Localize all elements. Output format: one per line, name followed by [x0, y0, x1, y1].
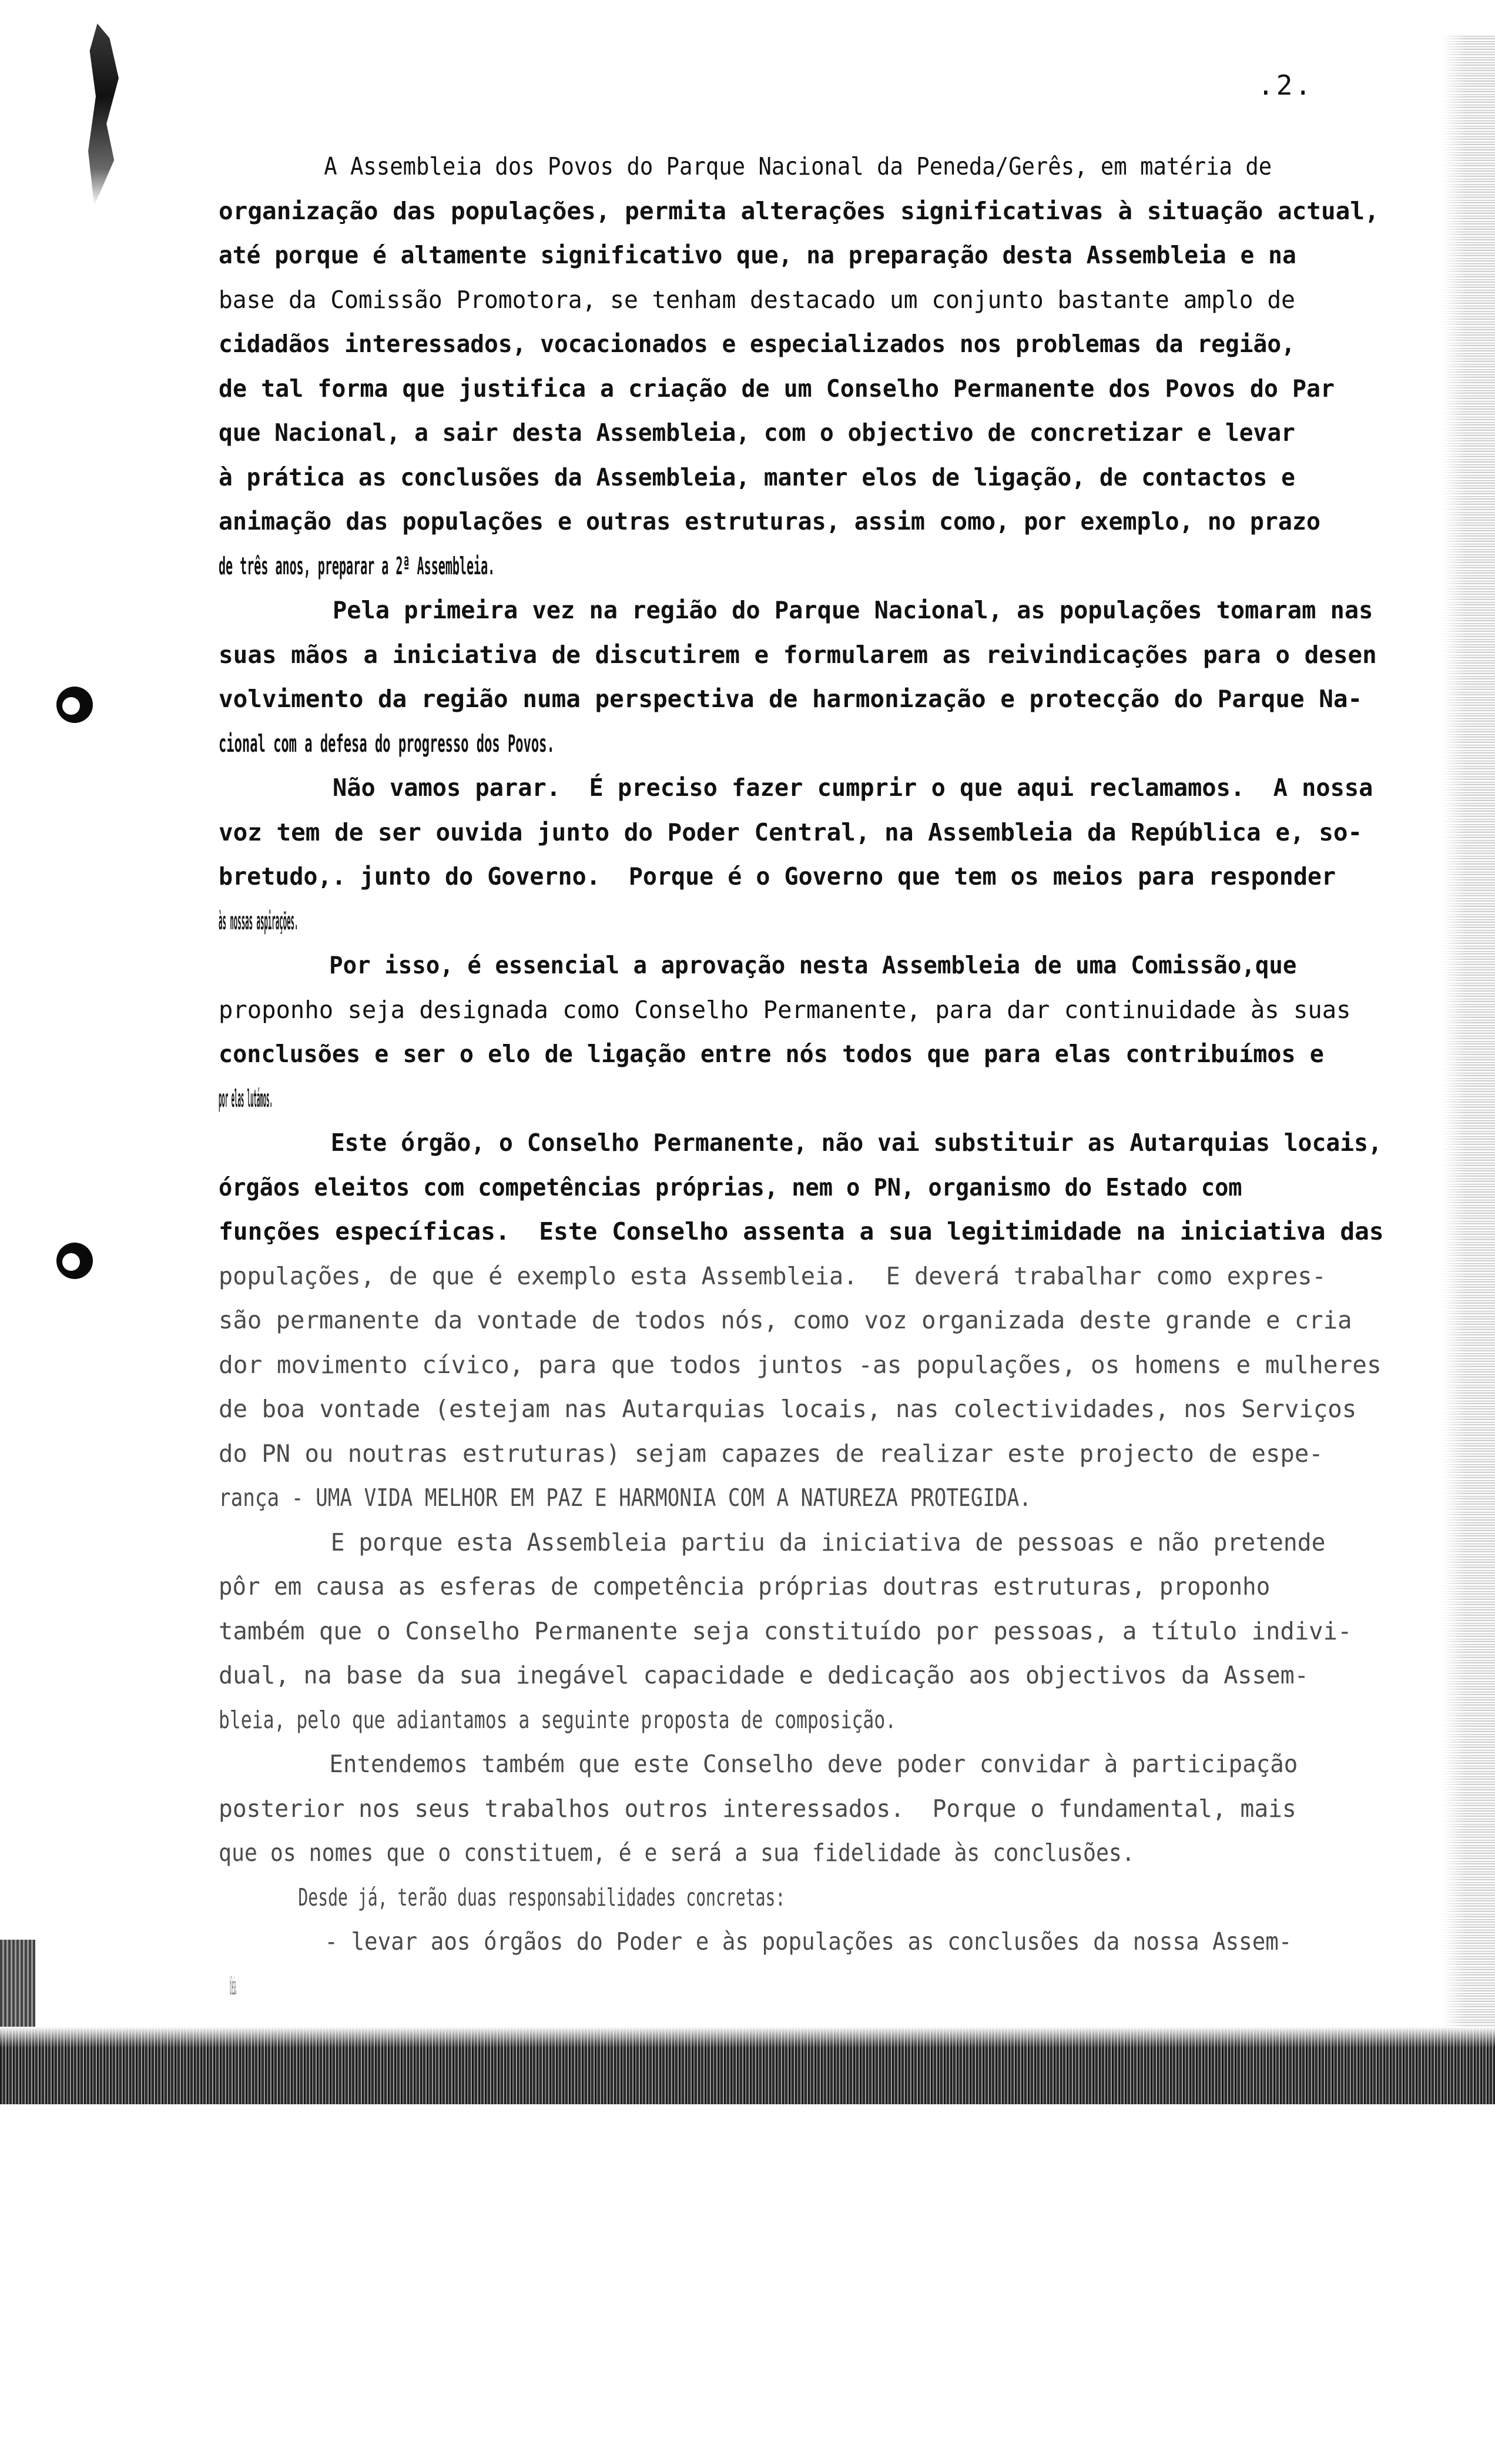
text-line: bleia.: [219, 1971, 237, 2000]
page-number: .2.: [1258, 69, 1314, 101]
punch-hole-icon: [56, 1243, 93, 1279]
text-line: às nossas aspirações.: [219, 906, 299, 935]
text-line: até porque é altamente significativo que, na preparação desta Assembleia e na: [219, 241, 1296, 269]
scan-edge-bottom: [0, 2027, 1495, 2104]
text-line: à prática as conclusões da Assembleia, manter elos de ligação, de contactos e: [219, 463, 1295, 491]
text-line: de boa vontade (estejam nas Autarquias locais, nas colectividades, nos Serviços: [219, 1395, 1357, 1423]
scan-edge-left: [0, 1940, 35, 2034]
text-line: bretudo,. junto do Governo. Porque é o Governo que tem os meios para responder: [219, 862, 1336, 890]
text-line: dual, na base da sua inegável capacidade e dedicação aos objectivos da Assem-: [219, 1661, 1309, 1689]
text-line: do PN ou noutras estruturas) sejam capazes de realizar este projecto de espe-: [219, 1439, 1323, 1468]
text-line: E porque esta Assembleia partiu da iniciativa de pessoas e não pretende: [219, 1528, 1326, 1556]
text-line: Pela primeira vez na região do Parque Nacional, as populações tomaram nas: [219, 596, 1373, 624]
text-line: de três anos, preparar a 2ª Assembleia.: [219, 551, 495, 580]
text-line: cional com a defesa do progresso dos Povos.: [219, 729, 555, 758]
text-line: dor movimento cívico, para que todos juntos -as populações, os homens e mulheres: [219, 1350, 1382, 1379]
text-line: por elas lutámos.: [219, 1084, 273, 1113]
text-line: Por isso, é essencial a aprovação nesta Assembleia de uma Comissão,que: [219, 951, 1297, 979]
text-line: conclusões e ser o elo de ligação entre nós todos que para elas contribuímos e: [219, 1040, 1324, 1068]
text-line: voz tem de ser ouvida junto do Poder Central, na Assembleia da República e, so-: [219, 818, 1363, 846]
text-line: base da Comissão Promotora, se tenham destacado um conjunto bastante amplo de: [219, 285, 1295, 314]
text-line: organização das populações, permita alterações significativas à situação actual,: [219, 196, 1379, 225]
scan-smudge-left: [88, 24, 119, 206]
text-line: Não vamos parar. É preciso fazer cumprir o que aqui reclamamos. A nossa: [219, 774, 1373, 802]
text-line: que Nacional, a sair desta Assembleia, com o objectivo de concretizar e levar: [219, 419, 1295, 447]
text-line: - levar aos órgãos do Poder e às populações as conclusões da nossa Assem-: [219, 1927, 1292, 1956]
text-line: são permanente da vontade de todos nós, como voz organizada deste grande e cria: [219, 1306, 1352, 1334]
scan-edge-right: [1442, 35, 1495, 2034]
text-line: animação das populações e outras estruturas, assim como, por exemplo, no prazo: [219, 507, 1321, 535]
text-line: Desde já, terão duas responsabilidades concretas:: [219, 1883, 786, 1911]
text-line: de tal forma que justifica a criação de um Conselho Permanente dos Povos do Par: [219, 374, 1335, 403]
text-line: Este órgão, o Conselho Permanente, não vai substituir as Autarquias locais,: [219, 1129, 1382, 1157]
text-line: proponho seja designada como Conselho Permanente, para dar continuidade às suas: [219, 995, 1351, 1024]
text-line: pôr em causa as esferas de competência próprias doutras estruturas, proponho: [219, 1572, 1271, 1601]
text-line: cidadãos interessados, vocacionados e especializados nos problemas da região,: [219, 330, 1295, 358]
text-line: volvimento da região numa perspectiva de harmonização e protecção do Parque Na-: [219, 685, 1363, 713]
text-line: órgãos eleitos com competências próprias, nem o PN, organismo do Estado com: [219, 1173, 1242, 1201]
text-line: populações, de que é exemplo esta Assembleia. E deverá trabalhar como expres-: [219, 1261, 1326, 1290]
text-line: também que o Conselho Permanente seja constituído por pessoas, a título indivi-: [219, 1616, 1352, 1645]
text-line: A Assembleia dos Povos do Parque Nacional da Peneda/Gerês, em matéria de: [219, 152, 1272, 180]
body-text: [219, 145, 1388, 2008]
text-line: suas mãos a iniciativa de discutirem e formularem as reivindicações para o desen: [219, 640, 1377, 669]
punch-hole-icon: [56, 687, 93, 723]
text-line: posterior nos seus trabalhos outros interessados. Porque o fundamental, mais: [219, 1794, 1296, 1823]
text-line: funções específicas. Este Conselho assenta a sua legitimidade na iniciativa das: [219, 1217, 1384, 1246]
text-line: bleia, pelo que adiantamos a seguinte proposta de composição.: [219, 1705, 897, 1734]
text-line: Entendemos também que este Conselho deve poder convidar à participação: [219, 1750, 1298, 1778]
text-line: rança - UMA VIDA MELHOR EM PAZ E HARMONIA COM A NATUREZA PROTEGIDA.: [219, 1484, 1031, 1512]
text-line: que os nomes que o constituem, é e será a sua fidelidade às conclusões.: [219, 1839, 1135, 1867]
